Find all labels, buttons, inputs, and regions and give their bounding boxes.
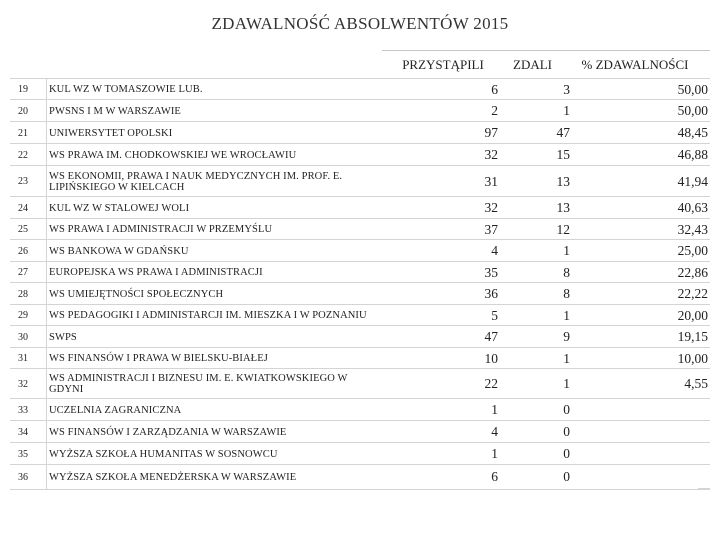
zdawalnosc-value xyxy=(570,399,708,421)
table-row xyxy=(10,420,710,443)
row-index: 23 xyxy=(18,176,28,187)
zdali-value: 13 xyxy=(556,173,570,189)
school-name: WS PEDAGOGIKI I ADMINISTARCJI IM. MIESZKA I W POZNANIU xyxy=(46,305,384,326)
przystapili-value: 31 xyxy=(484,173,498,189)
school-name: UCZELNIA ZAGRANICZNA xyxy=(46,399,384,421)
zdali-value: 1 xyxy=(563,376,570,391)
table-row xyxy=(10,78,710,100)
table-row xyxy=(10,239,710,262)
przystapili-value: 10 xyxy=(484,350,498,366)
row-index: 35 xyxy=(18,448,28,460)
zdali-value: 0 xyxy=(563,424,570,439)
table-row xyxy=(10,261,710,283)
zdali-value: 1 xyxy=(563,243,570,258)
zdali-value: 13 xyxy=(556,200,570,215)
zdali-value: 8 xyxy=(563,286,570,301)
row-index: 27 xyxy=(18,267,28,278)
zdawalnosc-value: 22,22 xyxy=(677,286,708,301)
table-row xyxy=(10,196,710,219)
zdali-value: 3 xyxy=(563,81,570,97)
school-name: EUROPEJSKA WS PRAWA I ADMINISTRACJI xyxy=(46,262,384,283)
zdali-value: 0 xyxy=(563,446,570,461)
zdawalnosc-value: 40,63 xyxy=(677,200,708,215)
zdali-value: 9 xyxy=(563,329,570,344)
school-name: WS FINANSÓW I ZARZĄDZANIA W WARSZAWIE xyxy=(46,421,384,443)
przystapili-value: 35 xyxy=(484,264,498,280)
table-row xyxy=(10,304,710,326)
przystapili-value: 36 xyxy=(484,286,498,301)
table-row xyxy=(10,442,710,465)
przystapili-value: 37 xyxy=(484,221,498,237)
school-name: WS FINANSÓW I PRAWA W BIELSKU-BIAŁEJ xyxy=(46,348,384,369)
przystapili-value: 2 xyxy=(491,103,498,118)
table-row xyxy=(10,121,710,144)
divider xyxy=(698,488,710,489)
school-name: SWPS xyxy=(46,326,384,348)
przystapili-value: 1 xyxy=(491,446,498,461)
zdawalnosc-value: 32,43 xyxy=(677,221,708,237)
table-row xyxy=(10,99,710,122)
school-name: KUL WZ W TOMASZOWIE LUB. xyxy=(46,79,384,100)
table-row xyxy=(10,165,710,197)
row-index: 21 xyxy=(18,127,28,139)
table-row xyxy=(10,398,710,421)
zdali-value: 12 xyxy=(556,221,570,237)
przystapili-value: 4 xyxy=(491,243,498,258)
school-name: WS EKONOMII, PRAWA I NAUK MEDYCZNYCH IM. PROF. E. LIPIŃSKIEGO W KIELCACH xyxy=(46,166,384,197)
row-index: 28 xyxy=(18,288,28,300)
school-name: WS UMIEJĘTNOŚCI SPOŁECZNYCH xyxy=(46,283,384,305)
przystapili-value: 47 xyxy=(484,329,498,344)
zdali-value: 0 xyxy=(563,402,570,417)
row-index: 26 xyxy=(18,245,28,257)
page-title: ZDAWALNOŚĆ ABSOLWENTÓW 2015 xyxy=(211,14,509,33)
header-przystapili: PRZYSTĄPILI xyxy=(402,57,484,72)
school-name: PWSNS I M W WARSZAWIE xyxy=(46,100,384,122)
przystapili-value: 4 xyxy=(491,424,498,439)
school-name: WS PRAWA IM. CHODKOWSKIEJ WE WROCŁAWIU xyxy=(46,144,384,166)
zdawalnosc-value: 10,00 xyxy=(677,350,708,366)
zdali-value: 15 xyxy=(556,147,570,162)
row-index: 31 xyxy=(18,353,28,364)
table-row xyxy=(10,282,710,305)
table-row xyxy=(10,368,710,399)
przystapili-value: 6 xyxy=(491,469,498,484)
school-name: KUL WZ W STALOWEJ WOLI xyxy=(46,197,384,219)
row-index: 34 xyxy=(18,426,28,438)
przystapili-value: 5 xyxy=(491,307,498,323)
przystapili-value: 32 xyxy=(484,200,498,215)
table-row xyxy=(10,143,710,166)
zdawalnosc-value: 50,00 xyxy=(677,103,708,118)
przystapili-value: 6 xyxy=(491,81,498,97)
zdawalnosc-value xyxy=(570,443,708,465)
zdawalnosc-value: 25,00 xyxy=(677,243,708,258)
header-zdali: ZDALI xyxy=(513,57,552,72)
przystapili-value: 97 xyxy=(484,125,498,140)
school-name: WS ADMINISTRACJI I BIZNESU IM. E. KWIATKOWSKIEGO W GDYNI xyxy=(46,369,384,399)
zdali-value: 1 xyxy=(563,307,570,323)
row-index: 19 xyxy=(18,84,28,95)
przystapili-value: 1 xyxy=(491,402,498,417)
zdawalnosc-value xyxy=(570,421,708,443)
zdawalnosc-value: 41,94 xyxy=(677,173,708,189)
school-name: WS BANKOWA W GDAŃSKU xyxy=(46,240,384,262)
row-index: 22 xyxy=(18,149,28,161)
zdawalnosc-value: 4,55 xyxy=(684,376,708,391)
row-index: 32 xyxy=(18,378,28,390)
row-index: 33 xyxy=(18,404,28,416)
zdawalnosc-value: 22,86 xyxy=(677,264,708,280)
zdawalnosc-value xyxy=(570,465,708,489)
zdawalnosc-value: 50,00 xyxy=(677,81,708,97)
zdawalnosc-value: 48,45 xyxy=(677,125,708,140)
row-index: 30 xyxy=(18,331,28,343)
row-index: 36 xyxy=(18,471,28,483)
table-row xyxy=(10,325,710,348)
row-index: 20 xyxy=(18,105,28,117)
przystapili-value: 32 xyxy=(484,147,498,162)
header-zdawalnosc: % ZDAWALNOŚCI xyxy=(581,57,689,72)
zdali-value: 1 xyxy=(563,350,570,366)
zdali-value: 1 xyxy=(563,103,570,118)
school-name: UNIWERSYTET OPOLSKI xyxy=(46,122,384,144)
zdawalnosc-value: 19,15 xyxy=(677,329,708,344)
row-index: 24 xyxy=(18,202,28,214)
table-row xyxy=(10,464,710,490)
zdali-value: 47 xyxy=(556,125,570,140)
zdali-value: 8 xyxy=(563,264,570,280)
table-row xyxy=(10,347,710,369)
przystapili-value: 22 xyxy=(484,376,498,391)
row-index: 29 xyxy=(18,310,28,321)
school-name: WYŻSZA SZKOŁA HUMANITAS W SOSNOWCU xyxy=(46,443,384,465)
table-row xyxy=(10,218,710,240)
zdawalnosc-value: 20,00 xyxy=(677,307,708,323)
zdawalnosc-value: 46,88 xyxy=(677,147,708,162)
school-name: WS PRAWA I ADMINISTRACJI W PRZEMYŚLU xyxy=(46,219,384,240)
row-index: 25 xyxy=(18,224,28,235)
zdali-value: 0 xyxy=(563,469,570,484)
school-name: WYŻSZA SZKOŁA MENEDŻERSKA W WARSZAWIE xyxy=(46,465,384,489)
